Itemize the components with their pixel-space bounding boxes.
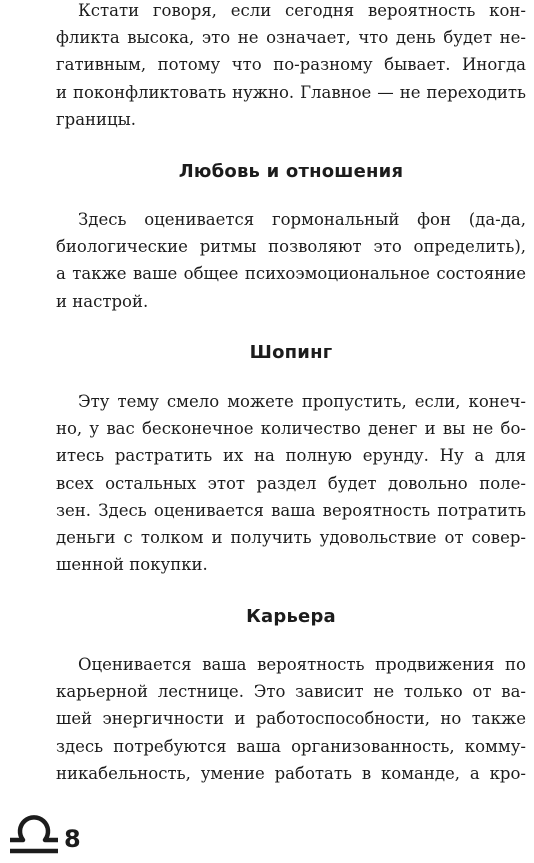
libra-icon bbox=[6, 810, 62, 858]
text-line: и настрой. bbox=[56, 291, 149, 311]
text-line: гативным, потому что по-разному бывает. Иногда bbox=[56, 55, 526, 75]
page-number: 8 bbox=[64, 825, 81, 853]
shopping-paragraph bbox=[56, 388, 526, 578]
section-heading-career: Карьера bbox=[246, 606, 336, 627]
text-line: но, у вас бесконечное количество денег и вы не бо- bbox=[56, 419, 526, 439]
text-line: никабельность, умение работать в команде, а кро- bbox=[56, 763, 526, 783]
text-line: карьерной лестнице. Это зависит не только от ва- bbox=[56, 682, 526, 702]
text-line: Оценивается ваша вероятность продвижения по bbox=[78, 655, 526, 674]
text-line: фликта высока, это не означает, что день будет не- bbox=[56, 28, 526, 48]
text-line: шей энергичности и работоспособности, но также bbox=[56, 709, 526, 729]
text-line: шенной покупки. bbox=[56, 555, 208, 575]
page-footer bbox=[6, 810, 116, 858]
text-line: а также ваше общее психоэмоциональное состояние bbox=[56, 264, 526, 284]
text-line: Кстати говоря, если сегодня вероятность кон- bbox=[78, 1, 526, 20]
text-line: деньги с толком и получить удовольствие от совер- bbox=[56, 528, 526, 548]
intro-paragraph bbox=[56, 0, 526, 133]
text-line: Здесь оценивается гормональный фон (да-да, bbox=[78, 210, 526, 229]
text-line: зен. Здесь оценивается ваша вероятность потратить bbox=[56, 500, 526, 520]
text-line: и поконфликтовать нужно. Главное — не переходить bbox=[56, 82, 526, 102]
text-line: всех остальных этот раздел будет довольно поле- bbox=[56, 473, 526, 493]
text-line: Эту тему смело можете пропустить, если, конеч- bbox=[78, 392, 526, 411]
text-line: здесь потребуются ваша организованность, комму- bbox=[56, 736, 526, 756]
text-line: границы. bbox=[56, 109, 137, 129]
love-paragraph bbox=[56, 206, 526, 315]
text-line: биологические ритмы позволяют это определить), bbox=[56, 237, 526, 257]
career-paragraph bbox=[56, 651, 526, 787]
text-line: итесь растратить их на полную ерунду. Ну а для bbox=[56, 446, 526, 466]
section-heading-shopping: Шопинг bbox=[249, 342, 333, 363]
section-heading-love: Любовь и отношения bbox=[178, 161, 404, 182]
